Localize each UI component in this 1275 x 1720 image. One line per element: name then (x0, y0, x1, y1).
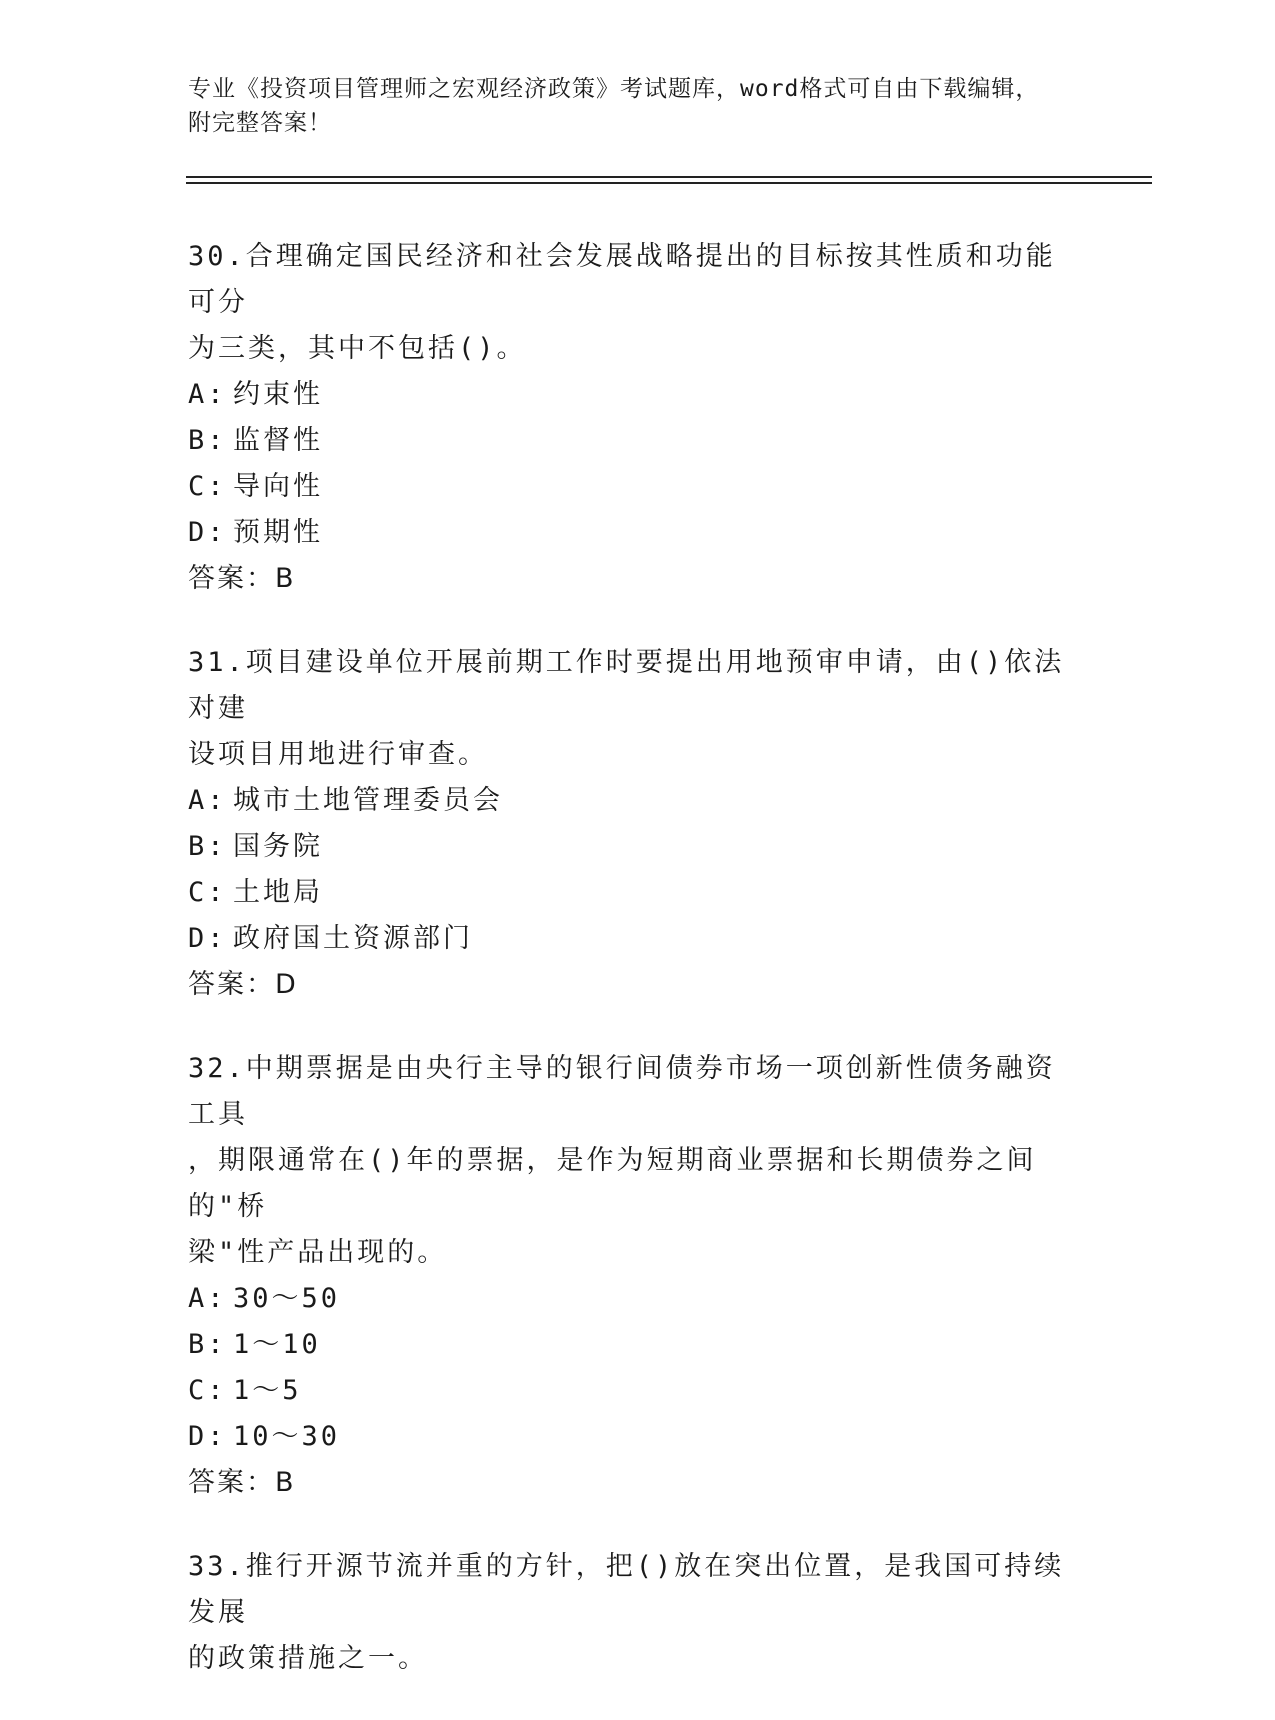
option-a (188, 1276, 1088, 1322)
option-b (188, 1322, 1088, 1368)
option-letter: A: (188, 1283, 227, 1314)
document-header (188, 72, 1068, 140)
option-d (188, 510, 1088, 556)
answer-line: 答案：B (188, 1467, 296, 1498)
option-text: 30～50 (233, 1283, 341, 1314)
question-31 (188, 640, 1088, 1008)
option-c (188, 870, 1088, 916)
option-letter: A: (188, 785, 227, 816)
question-stem-line: 33.推行开源节流并重的方针，把()放在突出位置，是我国可持续发展 (188, 1551, 1065, 1628)
question-stem-line: 的政策措施之一。 (188, 1643, 428, 1674)
option-text: 1～10 (233, 1329, 321, 1360)
option-letter: A: (188, 379, 227, 410)
option-letter: B: (188, 425, 227, 456)
option-text: 国务院 (233, 831, 323, 862)
option-a (188, 778, 1088, 824)
option-letter: C: (188, 1375, 227, 1406)
question-stem-line: 30.合理确定国民经济和社会发展战略提出的目标按其性质和功能可分 (188, 241, 1056, 318)
header-divider-bottom (186, 182, 1152, 184)
option-text: 政府国土资源部门 (233, 923, 473, 954)
question-stem (188, 234, 1068, 372)
option-c (188, 1368, 1088, 1414)
option-text: 预期性 (233, 517, 323, 548)
question-stem (188, 640, 1068, 778)
question-32 (188, 1046, 1088, 1506)
option-letter: B: (188, 1329, 227, 1360)
option-text: 10～30 (233, 1421, 341, 1452)
option-d (188, 1414, 1088, 1460)
header-line-2: 附完整答案！ (188, 110, 332, 136)
option-b (188, 418, 1088, 464)
option-a (188, 372, 1088, 418)
option-letter: C: (188, 877, 227, 908)
option-text: 1～5 (233, 1375, 302, 1406)
option-text: 约束性 (233, 379, 323, 410)
option-text: 导向性 (233, 471, 323, 502)
answer-line: 答案：D (188, 969, 298, 1000)
question-stem-line: 为三类，其中不包括()。 (188, 333, 527, 364)
header-divider-top (186, 176, 1152, 178)
question-33 (188, 1544, 1088, 1682)
option-c (188, 464, 1088, 510)
question-list (188, 234, 1088, 1720)
option-b (188, 824, 1088, 870)
option-text: 土地局 (233, 877, 323, 908)
option-text: 城市土地管理委员会 (233, 785, 503, 816)
option-letter: D: (188, 1421, 227, 1452)
question-30 (188, 234, 1088, 602)
question-stem-line: ，期限通常在()年的票据，是作为短期商业票据和长期债券之间的"桥 (188, 1145, 1037, 1222)
question-stem-line: 设项目用地进行审查。 (188, 739, 488, 770)
question-stem-line: 32.中期票据是由央行主导的银行间债券市场一项创新性债务融资工具 (188, 1053, 1056, 1130)
option-letter: D: (188, 923, 227, 954)
option-letter: D: (188, 517, 227, 548)
header-line-1: 专业《投资项目管理师之宏观经济政策》考试题库，word格式可自由下载编辑， (188, 76, 1040, 102)
option-text: 监督性 (233, 425, 323, 456)
question-stem-line: 梁"性产品出现的。 (188, 1237, 448, 1268)
question-stem-line: 31.项目建设单位开展前期工作时要提出用地预审申请，由()依法对建 (188, 647, 1065, 724)
option-d (188, 916, 1088, 962)
question-stem (188, 1046, 1068, 1276)
option-letter: C: (188, 471, 227, 502)
option-letter: B: (188, 831, 227, 862)
question-stem (188, 1544, 1068, 1682)
answer-line: 答案：B (188, 563, 296, 594)
